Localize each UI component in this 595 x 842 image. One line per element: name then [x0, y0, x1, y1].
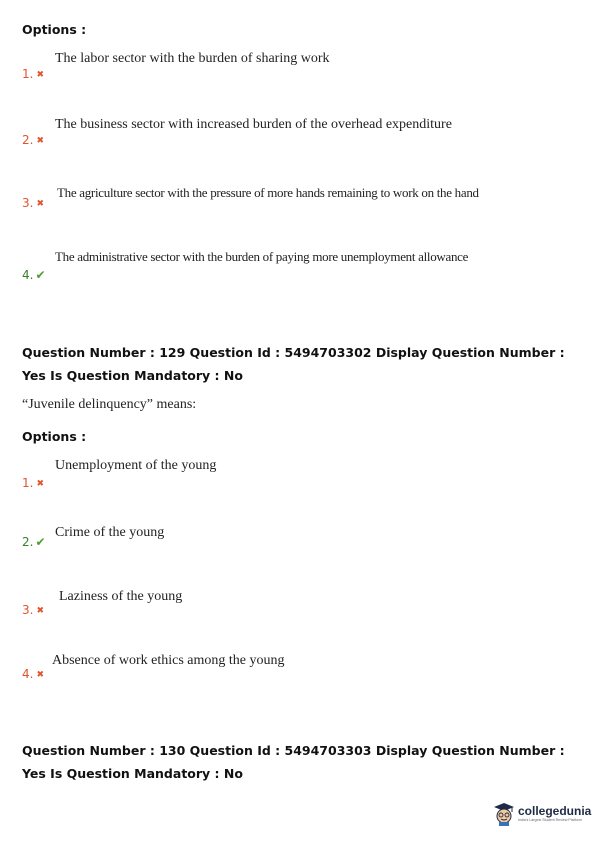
- check-icon: ✔: [35, 535, 46, 549]
- option-text: Absence of work ethics among the young: [52, 653, 285, 668]
- mascot-icon: [493, 802, 515, 826]
- option-marker: [22, 476, 44, 490]
- cross-icon: ✖: [36, 136, 44, 146]
- option-number: 3.: [22, 603, 34, 617]
- option-number: 1.: [22, 476, 34, 490]
- option-number: 2.: [22, 535, 34, 549]
- option-text: Crime of the young: [55, 525, 165, 540]
- option-marker: [22, 196, 44, 210]
- option-text: The labor sector with the burden of sharing work: [55, 51, 330, 66]
- collegedunia-logo: [493, 802, 591, 826]
- option-marker: [22, 603, 44, 617]
- question-text: “Juvenile delinquency” means:: [22, 397, 197, 412]
- logo-tagline: India's Largest Student Review Platform: [518, 818, 582, 823]
- check-icon: ✔: [35, 268, 46, 282]
- option-marker: [22, 133, 44, 147]
- option-number: 4.: [22, 268, 34, 282]
- logo-name: collegedunia: [518, 804, 592, 819]
- options-label: Options :: [22, 429, 87, 444]
- option-number: 2.: [22, 133, 34, 147]
- question-header: Question Number : 130 Question Id : 5494703303 Display Question Number : Yes Is Question Mandatory : No: [22, 743, 565, 781]
- cross-icon: ✖: [36, 199, 44, 209]
- option-text: The business sector with increased burden of the overhead expenditure: [55, 117, 452, 132]
- option-marker: [22, 268, 46, 282]
- options-label: Options :: [22, 22, 87, 37]
- option-marker: [22, 67, 44, 81]
- option-number: 4.: [22, 667, 34, 681]
- cross-icon: ✖: [36, 70, 44, 80]
- option-number: 3.: [22, 196, 34, 210]
- option-marker: [22, 535, 46, 549]
- option-number: 1.: [22, 67, 34, 81]
- cross-icon: ✖: [36, 479, 44, 489]
- option-text: The administrative sector with the burden of paying more unemployment allowance: [55, 249, 469, 264]
- option-marker: [22, 667, 44, 681]
- question-header: Question Number : 129 Question Id : 5494703302 Display Question Number : Yes Is Question Mandatory : No: [22, 345, 565, 383]
- cross-icon: ✖: [36, 670, 44, 680]
- cross-icon: ✖: [36, 606, 44, 616]
- option-text: The agriculture sector with the pressure of more hands remaining to work on the hand: [57, 185, 479, 200]
- option-text: Laziness of the young: [59, 589, 183, 604]
- option-text: Unemployment of the young: [55, 458, 217, 473]
